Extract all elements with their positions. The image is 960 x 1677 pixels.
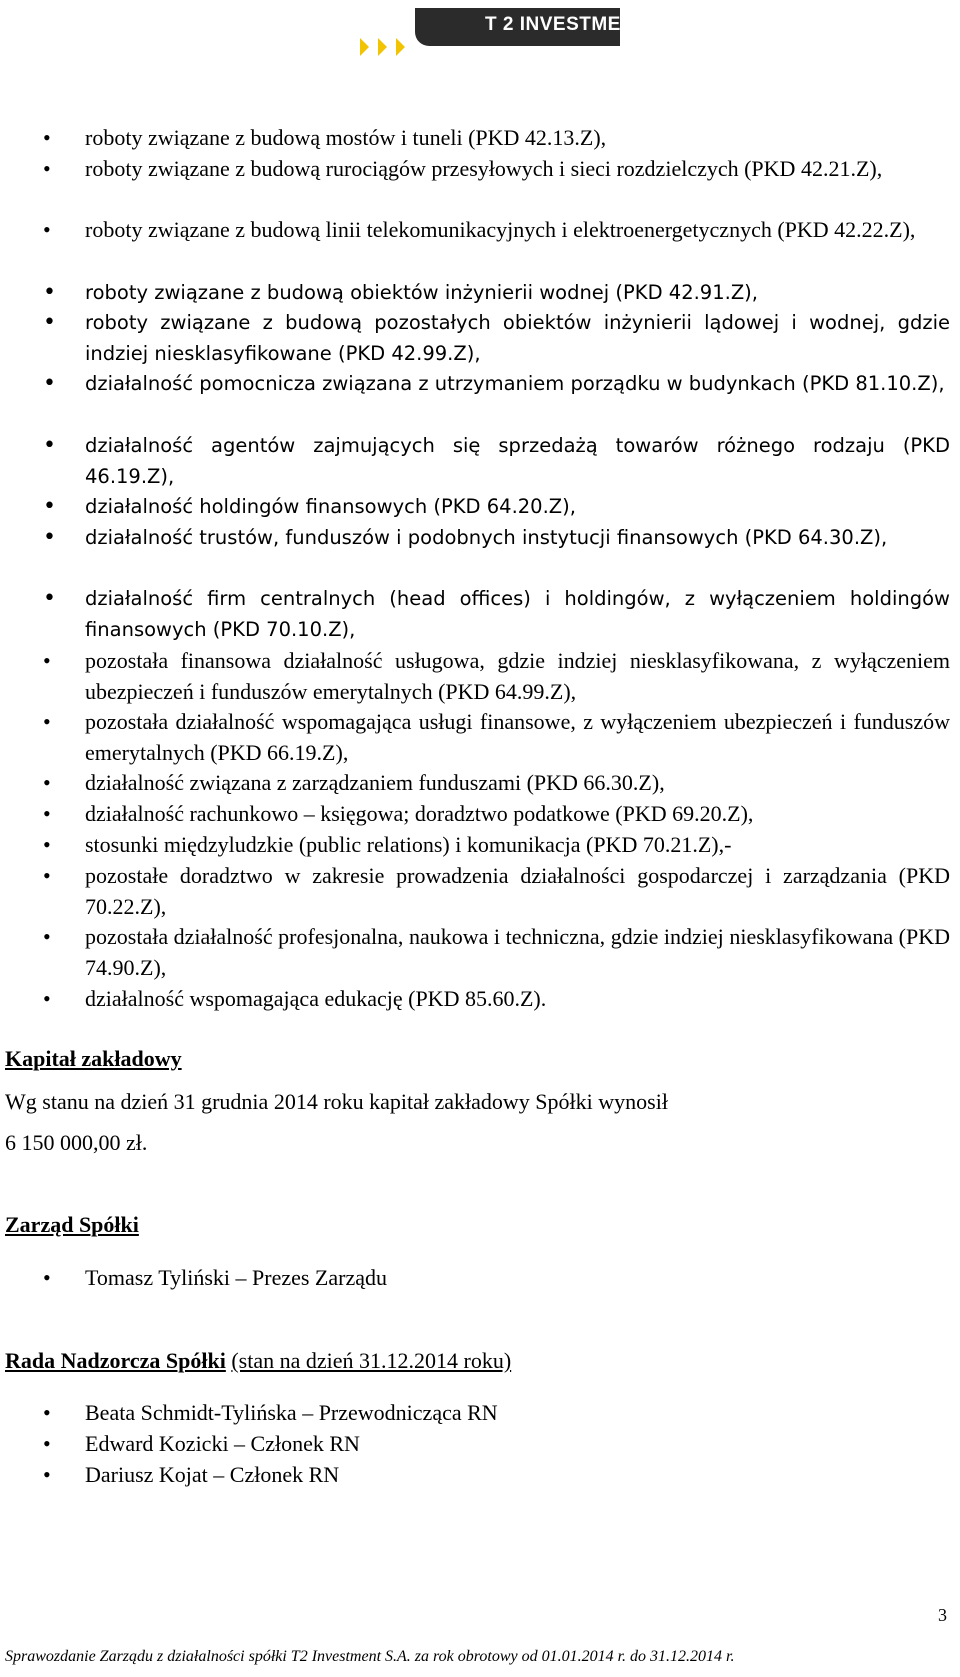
list-item: • roboty związane z budową obiektów inżynierii wodnej (PKD 42.91.Z), — [85, 277, 950, 308]
list-item: • Edward Kozicki – Członek RN — [85, 1428, 950, 1459]
list-item: • działalność pomocnicza związana z utrzymaniem porządku w budynkach (PKD 81.10.Z), — [85, 368, 950, 399]
supervisory-heading-suffix: (stan na dzień 31.12.2014 roku) — [231, 1348, 512, 1373]
list-item: • roboty związane z budową rurociągów przesyłowych i sieci rozdzielczych (PKD 42.21.Z), — [85, 153, 950, 184]
list-item: • pozostała działalność wspomagająca usługi finansowe, z wyłączeniem ubezpieczeń i funduszów emerytalnych (PKD 66.19.Z), — [85, 706, 950, 768]
list-item: • działalność agentów zajmujących się sprzedażą towarów różnego rodzaju (PKD 46.19.Z), — [85, 430, 950, 492]
list-item: • pozostałe doradztwo w zakresie prowadzenia działalności gospodarczej i zarządzania (PKD 70.22.Z), — [85, 860, 950, 922]
list-item: • działalność trustów, funduszów i podobnych instytucji finansowych (PKD 64.30.Z), — [85, 522, 950, 553]
list-item: • Dariusz Kojat – Członek RN — [85, 1459, 950, 1490]
capital-text-line1: Wg stanu na dzień 31 grudnia 2014 roku kapitał zakładowy Spółki wynosił — [5, 1089, 668, 1114]
list-item: • działalność firm centralnych (head offices) i holdingów, z wyłączeniem holdingów finansowych (PKD 70.10.Z), — [85, 583, 950, 645]
capital-heading — [5, 1043, 182, 1074]
list-item: • działalność związana z zarządzaniem funduszami (PKD 66.30.Z), — [85, 767, 950, 798]
company-logo — [360, 8, 648, 60]
list-item: • pozostała finansowa działalność usługowa, gdzie indziej niesklasyfikowana, z wyłączeniem ubezpieczeń i funduszów emerytalnych (PKD 64.99.Z), — [85, 645, 950, 707]
list-item: • roboty związane z budową pozostałych obiektów inżynierii lądowej i wodnej, gdzie indziej niesklasyfikowane (PKD 42.99.Z), — [85, 307, 950, 369]
supervisory-heading-text: Rada Nadzorcza Spółki — [5, 1348, 226, 1373]
list-item: • działalność wspomagająca edukację (PKD 85.60.Z). — [85, 983, 950, 1014]
logo-text: T 2 INVESTMENT — [485, 14, 648, 35]
supervisory-heading — [5, 1345, 511, 1376]
list-item: • Beata Schmidt-Tylińska – Przewodnicząca RN — [85, 1397, 950, 1428]
list-item: • stosunki międzyludzkie (public relations) i komunikacja (PKD 70.21.Z),- — [85, 829, 950, 860]
list-item: • roboty związane z budową mostów i tuneli (PKD 42.13.Z), — [85, 122, 950, 153]
board-heading — [5, 1209, 139, 1240]
capital-heading-text: Kapitał zakładowy — [5, 1046, 182, 1071]
list-item: • pozostała działalność profesjonalna, naukowa i techniczna, gdzie indziej niesklasyfikowana (PKD 74.90.Z), — [85, 921, 950, 983]
capital-text-line2: 6 150 000,00 zł. — [5, 1130, 148, 1155]
list-item: • roboty związane z budową linii telekomunikacyjnych i elektroenergetycznych (PKD 42.22.Z), — [85, 214, 950, 245]
list-item: • działalność holdingów finansowych (PKD 64.20.Z), — [85, 491, 950, 522]
page-footer: Sprawozdanie Zarządu z działalności spółki T2 Investment S.A. za rok obrotowy od 01.01.2014 r. do 31.12.2014 r. — [5, 1648, 735, 1665]
logo-badge — [415, 8, 648, 46]
list-item: • Tomasz Tyliński – Prezes Zarządu — [85, 1262, 950, 1293]
page-number: 3 — [938, 1605, 947, 1625]
board-heading-text: Zarząd Spółki — [5, 1212, 139, 1237]
logo-arrows-icon — [360, 36, 416, 58]
list-item: • działalność rachunkowo – księgowa; doradztwo podatkowe (PKD 69.20.Z), — [85, 798, 950, 829]
